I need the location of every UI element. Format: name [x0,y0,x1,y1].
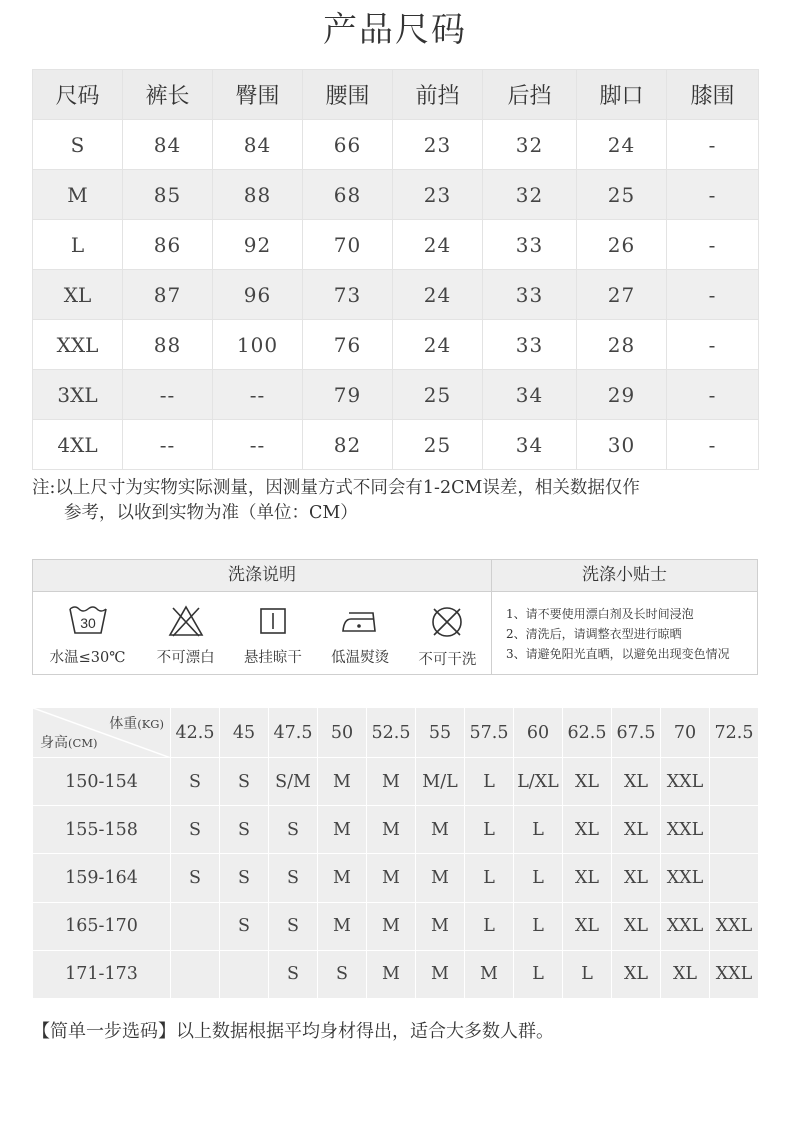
size-value-cell: -- [213,370,303,420]
recommended-size-cell: S [220,806,269,854]
care-label: 不可干洗 [418,652,477,668]
recommended-size-cell: XXL [661,806,710,854]
recommended-size-cell: XL [612,902,661,950]
size-value-cell: 82 [303,420,393,470]
footer-note: 【简单一步选码】以上数据根据平均身材得出，适合大多数人群。 [32,1021,554,1042]
recommended-size-cell: L [465,902,514,950]
table-row [33,420,759,470]
recommended-size-cell: S [171,806,220,854]
size-label-cell: M [33,170,123,220]
tips-title: 洗涤小贴士 [492,560,757,592]
care-icons [33,592,491,676]
recommended-size-cell: L [514,950,563,998]
table-row [33,120,759,170]
measurement-note [32,476,762,526]
size-value-cell: 96 [213,270,303,320]
recommended-size-cell: XL [612,854,661,902]
recommended-size-cell: L [514,854,563,902]
recommended-size-cell: M [318,758,367,806]
size-value-cell: 84 [123,120,213,170]
tips-list [492,592,757,664]
no-dry-clean-icon [428,604,466,640]
washing-title: 洗涤说明 [33,560,491,592]
recommended-size-cell: M [367,806,416,854]
recommended-size-cell: M [318,902,367,950]
recommended-size-cell: S [269,854,318,902]
recommended-size-cell: XXL [661,758,710,806]
body-size-chart [32,707,759,999]
size-value-cell: 33 [483,220,577,270]
recommended-size-cell: S [318,950,367,998]
care-label: 低温熨烫 [331,650,390,666]
hang-dry-icon [256,604,290,638]
recommended-size-cell: XL [563,902,612,950]
recommended-size-cell: S [269,806,318,854]
recommended-size-cell: M [367,950,416,998]
header-cell: 膝围 [667,70,759,120]
recommended-size-cell: M [318,806,367,854]
recommended-size-cell: L [465,758,514,806]
recommended-size-cell: S [220,902,269,950]
care-item [33,592,142,676]
wash-temp-label: 30 [79,615,96,631]
table-row [33,170,759,220]
care-item [404,592,491,676]
size-value-cell: 87 [123,270,213,320]
recommended-size-cell [710,806,759,854]
recommended-size-cell: L [514,806,563,854]
recommended-size-cell: M [416,806,465,854]
size-value-cell: 34 [483,370,577,420]
weight-cell: 45 [220,708,269,758]
size-value-cell: 84 [213,120,303,170]
size-value-cell: 100 [213,320,303,370]
size-value-cell: - [667,120,759,170]
recommended-size-cell: XXL [661,902,710,950]
table-row [33,320,759,370]
size-label-cell: 4XL [33,420,123,470]
size-label-cell: XL [33,270,123,320]
recommended-size-cell [220,950,269,998]
weight-cell: 72.5 [710,708,759,758]
tip-item: 2、清洗后，请调整衣型进行晾晒 [506,627,682,641]
recommended-size-cell: XL [612,758,661,806]
recommended-size-cell: M [416,950,465,998]
size-label-cell: L [33,220,123,270]
header-cell: 裤长 [123,70,213,120]
header-cell: 后挡 [483,70,577,120]
header-cell: 臀围 [213,70,303,120]
header-cell: 腰围 [303,70,393,120]
weight-axis-label: 体重(KG) [109,716,164,732]
recommended-size-cell: L [514,902,563,950]
note-line-1: 注:以上尺寸为实物实际测量，因测量方式不同会有1-2CM误差，相关数据仅作 [32,478,640,498]
table-row [33,950,759,998]
size-value-cell: 33 [483,320,577,370]
recommended-size-cell: XXL [661,854,710,902]
weight-cell: 47.5 [269,708,318,758]
care-label: 悬挂晾干 [243,650,302,666]
tip-item: 3、请避免阳光直晒，以避免出现变色情况 [506,647,730,661]
size-value-cell: -- [123,370,213,420]
size-value-cell: 25 [393,420,483,470]
weight-cell: 62.5 [563,708,612,758]
weight-cell: 42.5 [171,708,220,758]
size-value-cell: 68 [303,170,393,220]
size-value-cell: 26 [577,220,667,270]
size-value-cell: - [667,320,759,370]
washing-instructions [33,560,492,674]
recommended-size-cell: XL [563,806,612,854]
height-cell: 155-158 [33,806,171,854]
recommended-size-cell: S [171,854,220,902]
height-cell: 159-164 [33,854,171,902]
wash-30-icon [68,604,108,638]
recommended-size-cell [171,902,220,950]
size-value-cell: 79 [303,370,393,420]
washing-tips [492,560,757,674]
weight-cell: 50 [318,708,367,758]
size-value-cell: 76 [303,320,393,370]
size-value-cell: 66 [303,120,393,170]
size-value-cell: 86 [123,220,213,270]
table-row [33,270,759,320]
height-cell: 150-154 [33,758,171,806]
recommended-size-cell [171,950,220,998]
size-value-cell: 27 [577,270,667,320]
recommended-size-cell: S [171,758,220,806]
recommended-size-cell: M/L [416,758,465,806]
size-table-header [33,70,759,120]
recommended-size-cell: XL [612,950,661,998]
size-value-cell: 24 [577,120,667,170]
size-value-cell: 32 [483,120,577,170]
size-value-cell: -- [123,420,213,470]
care-item [142,592,229,676]
header-cell: 尺码 [33,70,123,120]
height-cell: 171-173 [33,950,171,998]
size-value-cell: - [667,370,759,420]
recommended-size-cell: M [367,902,416,950]
recommended-size-cell: XXL [710,950,759,998]
recommended-size-cell: L [563,950,612,998]
size-value-cell: - [667,270,759,320]
recommended-size-cell: M [416,902,465,950]
size-value-cell: 24 [393,270,483,320]
size-value-cell: 24 [393,220,483,270]
recommended-size-cell: XXL [710,902,759,950]
recommended-size-cell: M [318,854,367,902]
size-value-cell: 23 [393,170,483,220]
note-line-2: 参考，以收到实物为准（单位：CM） [64,503,358,523]
size-value-cell: 24 [393,320,483,370]
header-cell: 脚口 [577,70,667,120]
size-label-cell: XXL [33,320,123,370]
weight-cell: 55 [416,708,465,758]
size-value-cell: 30 [577,420,667,470]
recommended-size-cell: XL [612,806,661,854]
size-value-cell: 92 [213,220,303,270]
recommended-size-cell: S [269,902,318,950]
care-item [229,592,316,676]
size-value-cell: 23 [393,120,483,170]
recommended-size-cell [710,854,759,902]
size-value-cell: - [667,170,759,220]
page-title: 产品尺码 [323,10,467,50]
recommended-size-cell: L [465,854,514,902]
recommended-size-cell: M [416,854,465,902]
size-value-cell: 88 [213,170,303,220]
size-table [32,69,759,470]
recommended-size-cell: XL [563,758,612,806]
weight-cell: 70 [661,708,710,758]
size-value-cell: 28 [577,320,667,370]
size-value-cell: - [667,420,759,470]
size-value-cell: 29 [577,370,667,420]
weight-cell: 67.5 [612,708,661,758]
recommended-size-cell: L [465,806,514,854]
size-value-cell: 33 [483,270,577,320]
weight-cell: 60 [514,708,563,758]
recommended-size-cell: XL [661,950,710,998]
care-label: 水温≤30℃ [49,650,126,666]
size-value-cell: 32 [483,170,577,220]
recommended-size-cell: L/XL [514,758,563,806]
recommended-size-cell: S/M [269,758,318,806]
table-row [33,806,759,854]
size-value-cell: 88 [123,320,213,370]
table-row [33,854,759,902]
table-row [33,220,759,270]
size-value-cell: -- [213,420,303,470]
recommended-size-cell: S [269,950,318,998]
table-row [33,902,759,950]
recommended-size-cell: XL [563,854,612,902]
size-value-cell: 25 [577,170,667,220]
care-item [317,592,404,676]
recommended-size-cell: M [367,854,416,902]
low-iron-icon [339,604,381,638]
weight-cell: 57.5 [465,708,514,758]
size-value-cell: 73 [303,270,393,320]
recommended-size-cell: M [465,950,514,998]
weight-cell: 52.5 [367,708,416,758]
size-value-cell: 25 [393,370,483,420]
size-label-cell: S [33,120,123,170]
recommended-size-cell [710,758,759,806]
care-label: 不可漂白 [156,650,215,666]
table-row [33,370,759,420]
header-cell: 前挡 [393,70,483,120]
tip-item: 1、请不要使用漂白剂及长时间浸泡 [506,607,694,621]
weight-header-row [33,708,759,758]
recommended-size-cell: M [367,758,416,806]
washing-section [32,559,758,675]
corner-cell [33,708,171,758]
size-label-cell: 3XL [33,370,123,420]
size-value-cell: 70 [303,220,393,270]
height-axis-label: 身高(CM) [40,735,98,752]
size-value-cell: 34 [483,420,577,470]
recommended-size-cell: S [220,854,269,902]
size-value-cell: - [667,220,759,270]
recommended-size-cell: S [220,758,269,806]
size-value-cell: 85 [123,170,213,220]
height-cell: 165-170 [33,902,171,950]
no-bleach-icon [167,604,205,638]
table-row [33,758,759,806]
